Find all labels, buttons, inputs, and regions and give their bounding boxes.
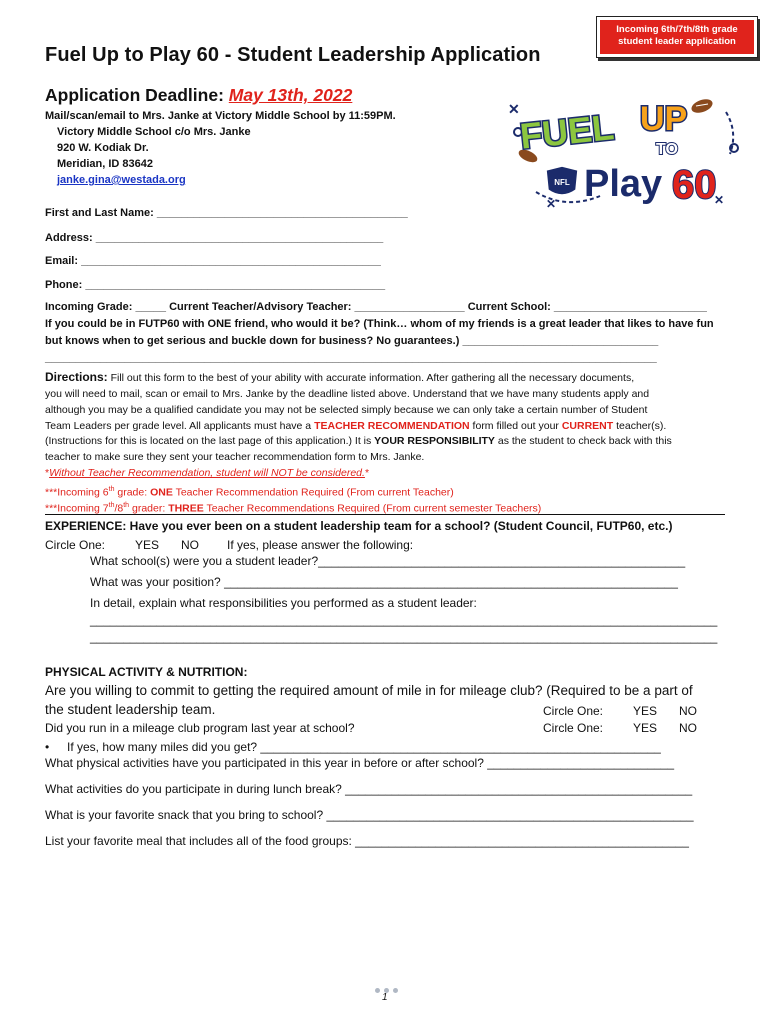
svg-text:✕: ✕ <box>714 193 725 207</box>
email-link[interactable]: janke.gina@westada.org <box>57 174 186 186</box>
address-field[interactable]: Address: _______________________________________________ <box>45 232 384 244</box>
leader-responsibilities-question: In detail, explain what responsibilities you performed as a student leader: <box>90 596 477 610</box>
mileage-commit-question-1: Are you willing to commit to getting the required amount of mile in for mileage club? (Required to be a part of <box>45 683 693 698</box>
svg-text:UP: UP <box>640 100 688 138</box>
name-field[interactable]: First and Last Name: _________________________________________ <box>45 207 408 219</box>
recommendation-warning: *Without Teacher Recommendation, student will NOT be considered.* <box>45 467 370 479</box>
mail-instruction: Mail/scan/email to Mrs. Janke at Victory Middle School by 11:59PM. <box>45 110 396 122</box>
application-deadline <box>45 85 352 106</box>
mileage-last-year-no[interactable]: NO <box>679 721 697 735</box>
mileage-last-year-circle-label: Circle One: <box>543 721 604 735</box>
mileage-commit-question-2: the student leadership team. <box>45 702 216 717</box>
bullet-icon: • <box>45 740 50 754</box>
deadline-label: Application Deadline: <box>45 85 229 105</box>
mileage-last-year-yes[interactable]: YES <box>633 721 658 735</box>
svg-text:FUEL: FUEL <box>518 106 616 157</box>
current-emphasis: CURRENT <box>561 420 614 432</box>
deadline-date: May 13th, 2022 <box>228 85 353 105</box>
badge-line-2: student leader application <box>618 36 736 47</box>
grade-teacher-school-row[interactable]: Incoming Grade: _____ Current Teacher/Advisory Teacher: __________________ Current School: _________________________ <box>45 301 707 313</box>
experience-heading: EXPERIENCE: Have you ever been on a student leadership team for a school? (Student Council, FUTP60, etc.) <box>45 519 673 533</box>
directions-line-1: Directions: Fill out this form to the best of your ability with accurate information. After gathering all the necessary documents, <box>45 370 635 384</box>
miles-question[interactable]: If yes, how many miles did you get? ____________________________________________________________ <box>67 740 661 754</box>
phone-field[interactable]: Phone: _________________________________________________ <box>45 279 386 291</box>
svg-text:NFL: NFL <box>554 178 570 187</box>
football-icon <box>690 97 715 116</box>
grade-7-8-requirement: ***Incoming 7th/8th grader: THREE Teacher Recommendations Required (From current semester Teachers) <box>45 502 542 515</box>
mileage-commit-yes[interactable]: YES <box>633 704 658 718</box>
svg-text:✕: ✕ <box>508 101 520 117</box>
friend-question-line-2[interactable]: but knows when to get serious and buckle down for business? No guarantees.) ________________________________ <box>45 335 659 347</box>
section-divider: ____________________________________________________________________________________________________ <box>45 352 657 364</box>
experience-no-option[interactable]: NO <box>181 538 199 552</box>
mileage-commit-no[interactable]: NO <box>679 704 697 718</box>
mileage-last-year-question: Did you run in a mileage club program last year at school? <box>45 721 355 735</box>
experience-yes-option[interactable]: YES <box>135 538 160 552</box>
directions-line-6: teacher to make sure they sent your teacher recommendation form to Mrs. Janke. <box>45 451 425 463</box>
physical-heading: PHYSICAL ACTIVITY & NUTRITION: <box>45 665 248 679</box>
directions-line-5: (Instructions for this is located on the last page of this application.) It is YOUR RESPONSIBILITY as the student to check back with this <box>45 435 672 447</box>
directions-line-4: Team Leaders per grade level. All applicants must have a TEACHER RECOMMENDATION form filled out your CURRENT teacher(s). <box>45 420 667 432</box>
svg-text:Play: Play <box>584 163 663 205</box>
leader-position-question[interactable]: What was your position? ____________________________________________________________________ <box>90 575 678 589</box>
nfl-shield-icon <box>546 166 578 195</box>
address-line-2: 920 W. Kodiak Dr. <box>57 142 149 154</box>
badge-line-1: Incoming 6th/7th/8th grade <box>616 24 738 35</box>
responsibilities-blank-2[interactable]: ______________________________________________________________________________________________ <box>90 630 718 644</box>
friend-question-line-1: If you could be in FUTP60 with ONE friend, who would it be? (Think… whom of my friends is a great leader that likes to have fun <box>45 318 714 330</box>
address-line-3: Meridian, ID 83642 <box>57 158 153 170</box>
email-field[interactable]: Email: _________________________________________________ <box>45 255 381 267</box>
directions-line-2: you will need to mail, scan or email to Mrs. Janke by the deadline listed above. Understand that we have many students apply and <box>45 388 650 400</box>
svg-text:TO: TO <box>656 141 678 158</box>
fuel-up-to-play-60-logo <box>506 92 744 220</box>
address-line-1: Victory Middle School c/o Mrs. Janke <box>57 126 251 138</box>
favorite-meal-question[interactable]: List your favorite meal that includes all of the food groups: __________________________________________________ <box>45 834 689 848</box>
experience-circle-label: Circle One: <box>45 538 106 552</box>
mileage-circle-label: Circle One: <box>543 704 604 718</box>
page-number: 1 <box>382 992 388 1003</box>
grade-badge <box>596 16 758 58</box>
leader-school-question[interactable]: What school(s) were you a student leader?_______________________________________________________ <box>90 554 686 568</box>
favorite-snack-question[interactable]: What is your favorite snack that you bring to school? _______________________________________________________ <box>45 808 694 822</box>
grade-6-requirement: ***Incoming 6th grade: ONE Teacher Recommendation Required (From current Teacher) <box>45 486 454 499</box>
directions-line-3: although you may be a qualified candidate you may not be selected simply because we can only take a certain number of Student <box>45 404 648 416</box>
svg-text:60: 60 <box>672 163 717 207</box>
grade-badge-inner <box>600 20 754 54</box>
directions-label: Directions: <box>45 370 108 384</box>
experience-if-yes: If yes, please answer the following: <box>227 538 414 552</box>
page-title: Fuel Up to Play 60 - Student Leadership Application <box>45 44 541 66</box>
activities-question[interactable]: What physical activities have you participated in this year in before or after school? ____________________________ <box>45 756 675 770</box>
svg-text:✕: ✕ <box>546 197 557 211</box>
your-responsibility-emphasis: YOUR RESPONSIBILITY <box>374 435 495 447</box>
directions-bottom-rule <box>45 514 725 515</box>
teacher-recommendation-emphasis: TEACHER RECOMMENDATION <box>314 420 470 432</box>
lunch-activities-question[interactable]: What activities do you participate in during lunch break? ____________________________________________________ <box>45 782 693 796</box>
responsibilities-blank-1[interactable]: ______________________________________________________________________________________________ <box>90 613 718 627</box>
